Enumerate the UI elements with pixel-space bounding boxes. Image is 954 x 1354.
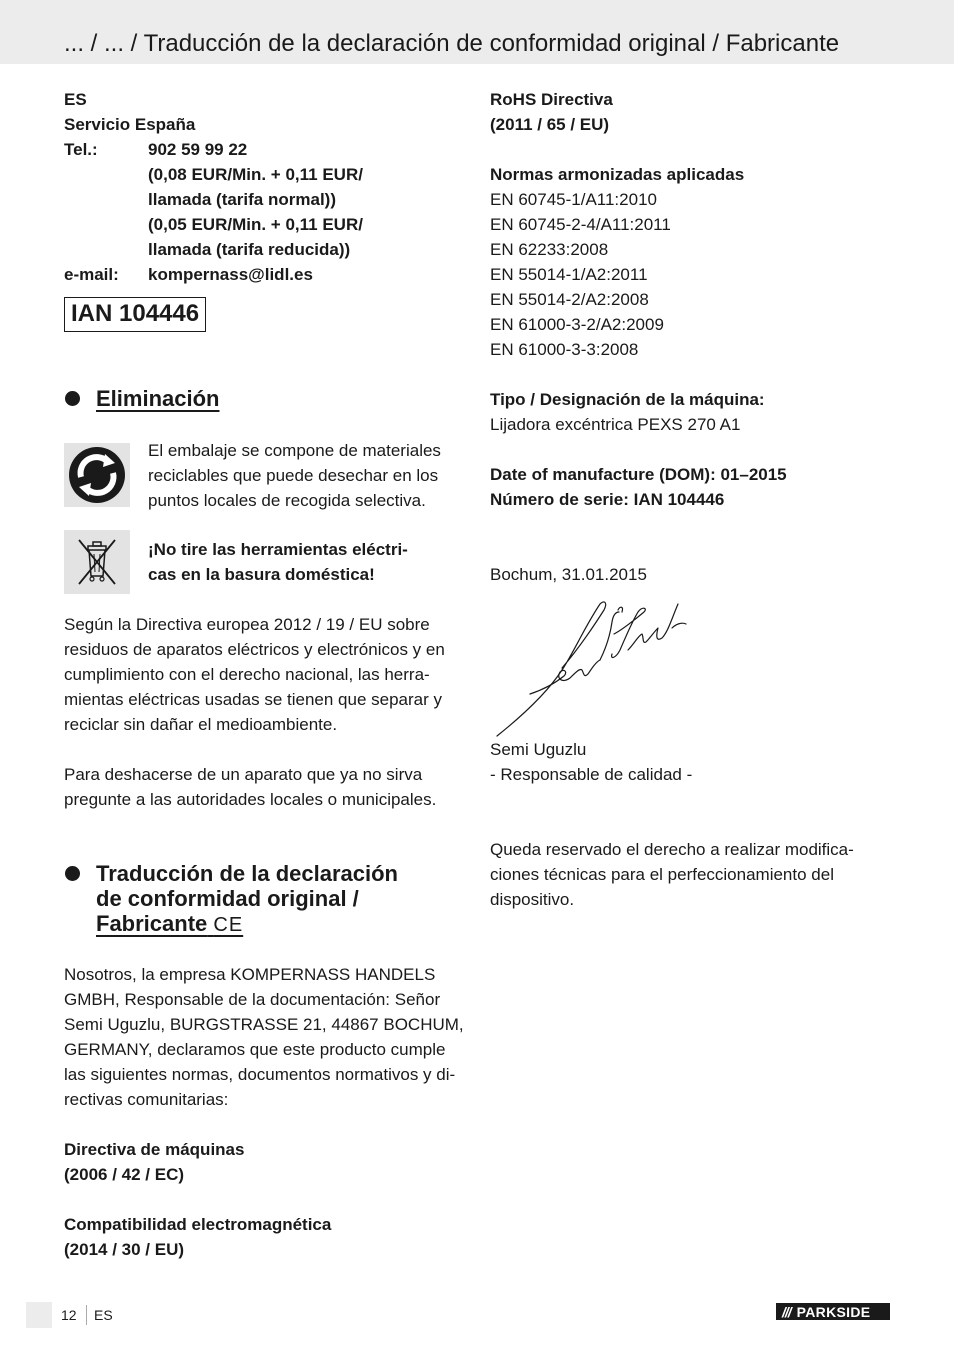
standards-block (490, 162, 890, 362)
disposal-warning (148, 537, 468, 587)
page-number: 12 (61, 1307, 77, 1323)
text-line: GMBH, Responsable de la documentación: Señor (64, 990, 441, 1009)
service-block (64, 87, 464, 287)
email-address: kompernass@lidl.es (148, 265, 313, 284)
service-title: Servicio España (64, 115, 196, 134)
tel-rate-normal-2: llamada (tarifa normal)) (148, 190, 336, 209)
text-line: (2006 / 42 / EC) (64, 1165, 185, 1184)
machine-type: Lijadora excéntrica PEXS 270 A1 (490, 415, 741, 434)
text-line: RoHS Directiva (490, 90, 613, 109)
tel-rate-row (64, 237, 464, 262)
dom-line: Date of manufacture (DOM): 01–2015 (490, 465, 787, 484)
text-line: (2011 / 65 / EU) (490, 115, 610, 134)
page-title: ... / ... / Traducción de la declaración de conformidad original / Fabricante (64, 30, 840, 57)
ce-mark-icon: CE (213, 914, 244, 936)
heading-line: Fabricante (96, 911, 208, 936)
text-line: Semi Uguzlu, BURGSTRASSE 21, 44867 BOCHUM, (64, 1015, 464, 1034)
serial-line: Número de serie: IAN 104446 (490, 490, 725, 509)
text-line: Queda reservado el derecho a realizar modifica- (490, 840, 854, 859)
service-country: ES (64, 90, 87, 109)
tel-number: 902 59 99 22 (148, 140, 248, 159)
text-line: Para deshacerse de un aparato que ya no sirva (64, 765, 423, 784)
crossed-bin-icon (64, 530, 130, 594)
signatory-name: Semi Uguzlu (490, 740, 587, 759)
machine-type-block (490, 387, 890, 437)
logo-text: PARKSIDE (796, 1303, 871, 1320)
signature-image (492, 598, 692, 740)
emc-directive (64, 1212, 464, 1262)
text-line: (2014 / 30 / EU) (64, 1240, 185, 1259)
text-line: GERMANY, declaramos que este producto cumple (64, 1040, 446, 1059)
heading-line-last (96, 911, 476, 938)
disposal-paragraph-1 (64, 612, 464, 737)
disposal-heading (96, 386, 219, 411)
text-line: mientas eléctricas usadas se tienen que separar y (64, 690, 442, 709)
tel-rate-normal-1: (0,08 EUR/Min. + 0,11 EUR/ (148, 165, 363, 184)
logo-slashes: /// (782, 1303, 791, 1320)
footer-page-marker (26, 1302, 52, 1328)
bullet-icon (65, 391, 80, 406)
text-line: rectivas comunitarias: (64, 1090, 229, 1109)
text-line: Compatibilidad electromagnética (64, 1215, 332, 1234)
recycling-icon (64, 443, 130, 507)
standard-item: EN 62233:2008 (490, 240, 609, 259)
ian-box: IAN 104446 (64, 297, 206, 332)
parkside-logo (776, 1303, 890, 1320)
heading-underlined (96, 911, 243, 936)
standard-item: EN 55014-2/A2:2008 (490, 290, 649, 309)
tel-spacer (64, 237, 148, 262)
bullet-icon (65, 866, 80, 881)
disposal-paragraph-2 (64, 762, 464, 812)
text-line: pregunte a las autoridades locales o municipales. (64, 790, 437, 809)
standard-item: EN 61000-3-3:2008 (490, 340, 639, 359)
warning-line: ¡No tire las herramientas eléctri- (148, 540, 408, 559)
standard-item: EN 55014-1/A2:2011 (490, 265, 648, 284)
tel-spacer (64, 212, 148, 237)
text-line: reciclar sin dañar el medioambiente. (64, 715, 338, 734)
rohs-directive (490, 87, 890, 137)
disposal-heading-text: Eliminación (96, 386, 220, 411)
text-line: cumplimiento con el derecho nacional, las herra- (64, 665, 430, 684)
email-label: e-mail: (64, 265, 119, 284)
tel-row (64, 137, 464, 162)
tel-rate-row (64, 162, 464, 187)
tel-spacer (64, 162, 148, 187)
standards-heading: Normas armonizadas aplicadas (490, 165, 745, 184)
text-line: Directiva de máquinas (64, 1140, 245, 1159)
warning-line: cas en la basura doméstica! (148, 565, 375, 584)
dom-serial-block (490, 462, 890, 512)
text-line: dispositivo. (490, 890, 575, 909)
standard-item: EN 61000-3-2/A2:2009 (490, 315, 664, 334)
tel-rate-reduced-1: (0,05 EUR/Min. + 0,11 EUR/ (148, 215, 363, 234)
machine-type-label: Tipo / Designación de la máquina: (490, 390, 765, 409)
text-line: las siguientes normas, documentos normativos y di- (64, 1065, 456, 1084)
packaging-text (148, 438, 468, 513)
declaration-heading (96, 861, 476, 938)
text-line: Nosotros, la empresa KOMPERNASS HANDELS (64, 965, 436, 984)
text-line: residuos de aparatos eléctricos y electrónicos y en (64, 640, 445, 659)
packaging-line: El embalaje se compone de materiales (148, 441, 441, 460)
packaging-line: reciclables que puede desechar en los (148, 466, 439, 485)
email-row (64, 262, 464, 287)
heading-line: Traducción de la declaración (96, 861, 398, 886)
declaration-intro (64, 962, 464, 1112)
heading-line: de conformidad original / (96, 886, 359, 911)
tel-rate-row (64, 212, 464, 237)
packaging-line: puntos locales de recogida selectiva. (148, 491, 426, 510)
text-line: Según la Directiva europea 2012 / 19 / EU sobre (64, 615, 430, 634)
place-date-text: Bochum, 31.01.2015 (490, 565, 647, 584)
reservation-text (490, 837, 890, 912)
footer-divider (86, 1305, 87, 1325)
tel-spacer (64, 187, 148, 212)
footer-language: ES (94, 1307, 113, 1323)
signatory-role: - Responsable de calidad - (490, 765, 693, 784)
tel-rate-row (64, 187, 464, 212)
signatory-block (490, 737, 890, 787)
place-date (490, 562, 890, 587)
tel-rate-reduced-2: llamada (tarifa reducida)) (148, 240, 351, 259)
standard-item: EN 60745-1/A11:2010 (490, 190, 657, 209)
text-line: ciones técnicas para el perfeccionamiento del (490, 865, 834, 884)
machinery-directive (64, 1137, 464, 1187)
tel-label: Tel.: (64, 140, 98, 159)
standard-item: EN 60745-2-4/A11:2011 (490, 215, 671, 234)
